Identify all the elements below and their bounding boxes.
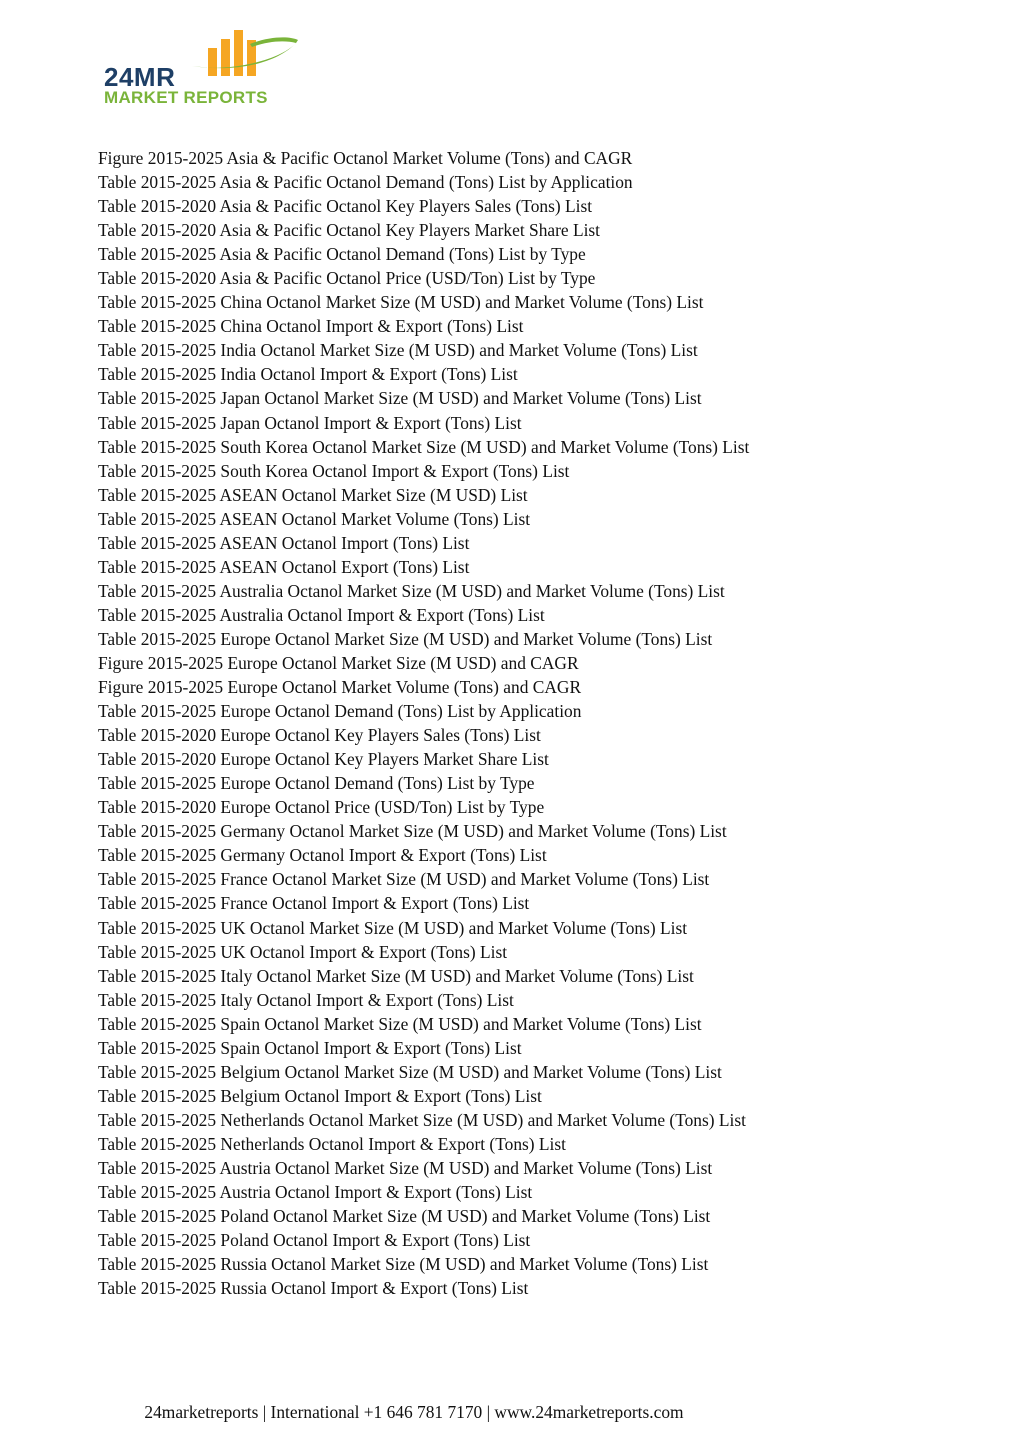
list-item: Table 2015-2025 Germany Octanol Import & Export (Tons) List bbox=[98, 845, 547, 866]
list-item: Table 2015-2025 Europe Octanol Demand (Tons) List by Type bbox=[98, 773, 535, 794]
list-item: Table 2015-2020 Asia & Pacific Octanol Key Players Sales (Tons) List bbox=[98, 196, 593, 217]
list-item: Table 2015-2025 South Korea Octanol Market Size (M USD) and Market Volume (Tons) List bbox=[98, 436, 750, 457]
list-item: Figure 2015-2025 Europe Octanol Market Volume (Tons) and CAGR bbox=[98, 677, 582, 698]
list-item: Table 2015-2025 China Octanol Market Size (M USD) and Market Volume (Tons) List bbox=[98, 292, 704, 313]
list-item: Table 2015-2025 South Korea Octanol Import & Export (Tons) List bbox=[98, 460, 570, 481]
list-item: Table 2015-2025 Italy Octanol Import & Export (Tons) List bbox=[98, 989, 514, 1010]
list-item: Table 2015-2025 Japan Octanol Import & Export (Tons) List bbox=[98, 412, 522, 433]
list-item: Table 2015-2025 Russia Octanol Import & Export (Tons) List bbox=[98, 1278, 529, 1299]
list-item: Table 2015-2025 Australia Octanol Import & Export (Tons) List bbox=[98, 604, 545, 625]
list-item: Figure 2015-2025 Asia & Pacific Octanol Market Volume (Tons) and CAGR bbox=[98, 148, 633, 168]
list-item: Table 2015-2025 UK Octanol Import & Export (Tons) List bbox=[98, 941, 508, 962]
list-item: Table 2015-2025 India Octanol Import & Export (Tons) List bbox=[98, 364, 518, 385]
list-item: Table 2015-2020 Europe Octanol Key Players Sales (Tons) List bbox=[98, 725, 541, 746]
list-item: Table 2015-2025 Poland Octanol Import & Export (Tons) List bbox=[98, 1230, 531, 1251]
list-item: Table 2015-2025 Belgium Octanol Import & Export (Tons) List bbox=[98, 1085, 542, 1106]
list-item: Table 2015-2025 Netherlands Octanol Import & Export (Tons) List bbox=[98, 1133, 566, 1154]
list-item: Table 2015-2025 Europe Octanol Demand (Tons) List by Application bbox=[98, 701, 582, 722]
list-item: Table 2015-2025 Asia & Pacific Octanol Demand (Tons) List by Type bbox=[98, 244, 586, 265]
list-item: Table 2015-2025 Italy Octanol Market Size (M USD) and Market Volume (Tons) List bbox=[98, 965, 694, 986]
list-item: Table 2015-2025 France Octanol Market Size (M USD) and Market Volume (Tons) List bbox=[98, 869, 710, 890]
list-item: Table 2015-2025 Poland Octanol Market Size (M USD) and Market Volume (Tons) List bbox=[98, 1206, 711, 1227]
list-item: Table 2015-2025 Japan Octanol Market Size (M USD) and Market Volume (Tons) List bbox=[98, 388, 702, 409]
list-item: Table 2015-2025 Spain Octanol Market Size (M USD) and Market Volume (Tons) List bbox=[98, 1013, 702, 1034]
list-item: Table 2015-2020 Europe Octanol Price (USD/Ton) List by Type bbox=[98, 797, 545, 818]
list-item: Table 2015-2025 ASEAN Octanol Export (Tons) List bbox=[98, 556, 470, 577]
list-item: Table 2015-2025 Asia & Pacific Octanol Demand (Tons) List by Application bbox=[98, 172, 633, 193]
list-item: Table 2015-2025 ASEAN Octanol Market Volume (Tons) List bbox=[98, 508, 531, 529]
list-item: Table 2015-2025 India Octanol Market Size (M USD) and Market Volume (Tons) List bbox=[98, 340, 698, 361]
list-item: Table 2015-2025 Belgium Octanol Market Size (M USD) and Market Volume (Tons) List bbox=[98, 1061, 722, 1082]
list-item: Figure 2015-2025 Europe Octanol Market Size (M USD) and CAGR bbox=[98, 652, 579, 673]
list-item: Table 2015-2025 France Octanol Import & Export (Tons) List bbox=[98, 893, 530, 914]
list-item: Table 2015-2025 Austria Octanol Market Size (M USD) and Market Volume (Tons) List bbox=[98, 1157, 713, 1178]
brand-logo bbox=[100, 26, 305, 110]
list-item: Table 2015-2025 ASEAN Octanol Market Size (M USD) List bbox=[98, 484, 528, 505]
list-item: Table 2015-2025 UK Octanol Market Size (M USD) and Market Volume (Tons) List bbox=[98, 917, 688, 938]
list-item: Table 2015-2025 Australia Octanol Market Size (M USD) and Market Volume (Tons) List bbox=[98, 580, 725, 601]
logo-wordmark-top: 24MR bbox=[104, 62, 176, 92]
list-item: Table 2015-2025 Austria Octanol Import & Export (Tons) List bbox=[98, 1182, 533, 1203]
list-item: Table 2015-2020 Europe Octanol Key Players Market Share List bbox=[98, 749, 549, 770]
logo-wordmark-bottom: MARKET REPORTS bbox=[104, 88, 268, 107]
page-footer: 24marketreports | International +1 646 781 7170 | www.24marketreports.com bbox=[144, 1402, 684, 1422]
list-item: Table 2015-2025 ASEAN Octanol Import (Tons) List bbox=[98, 532, 470, 553]
list-item: Table 2015-2020 Asia & Pacific Octanol Price (USD/Ton) List by Type bbox=[98, 268, 596, 289]
list-item: Table 2015-2025 Russia Octanol Market Size (M USD) and Market Volume (Tons) List bbox=[98, 1254, 709, 1275]
list-item: Table 2015-2025 Europe Octanol Market Size (M USD) and Market Volume (Tons) List bbox=[98, 628, 713, 649]
figures-tables-list bbox=[98, 146, 958, 1300]
list-item: Table 2015-2025 Netherlands Octanol Market Size (M USD) and Market Volume (Tons) List bbox=[98, 1109, 746, 1130]
list-item: Table 2015-2025 China Octanol Import & Export (Tons) List bbox=[98, 316, 524, 337]
list-item: Table 2015-2025 Spain Octanol Import & Export (Tons) List bbox=[98, 1037, 522, 1058]
list-item: Table 2015-2025 Germany Octanol Market Size (M USD) and Market Volume (Tons) List bbox=[98, 821, 727, 842]
list-item: Table 2015-2020 Asia & Pacific Octanol Key Players Market Share List bbox=[98, 220, 601, 241]
